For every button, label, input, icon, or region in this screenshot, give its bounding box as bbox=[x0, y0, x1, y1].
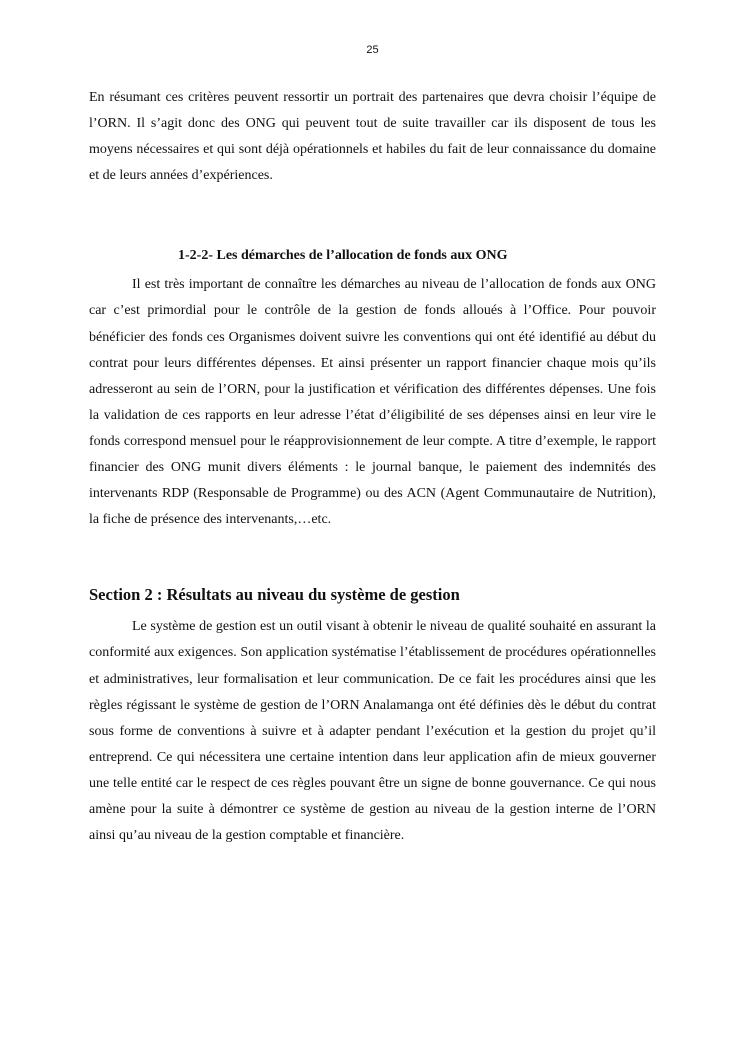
section-heading: Section 2 : Résultats au niveau du système de gestion bbox=[89, 585, 460, 605]
intro-paragraph: En résumant ces critères peuvent ressortir un portrait des partenaires que devra choisir l’équipe de l’ORN. Il s’agit donc des ONG qui peuvent tout de suite travailler car ils disposent de tous les moyens nécessaires et qui sont déjà opérationnels et habiles du fait de leur connaissance du domaine et de leurs années d’expériences. bbox=[89, 90, 656, 184]
document-body bbox=[89, 85, 656, 849]
section-paragraph: Le système de gestion est un outil visant à obtenir le niveau de qualité souhaité en assurant la conformité aux exigences. Son application systématise l’établissement de procédures opérationnelles et administratives, leur formalisation et leur communication. De ce fait les procédures ainsi que les règles régissant le système de gestion de l’ORN Analamanga ont été définies dès le début du contrat sous forme de conventions à suivre et à adapter pendant l’exécution et la gestion du projet qu’il entreprend. Ce qui nécessitera une certaine intention dans leur application afin de mieux gouverner une telle entité car le respect de ces règles pouvant être un signe de bonne gouvernance. Ce qui nous amène pour la suite à démontrer ce système de gestion au niveau de la gestion interne de l’ORN ainsi qu’au niveau de la gestion comptable et financière. bbox=[89, 619, 656, 844]
subsection-paragraph: Il est très important de connaître les démarches au niveau de l’allocation de fonds aux ONG car c’est primordial pour le contrôle de la gestion de fonds alloués à l’Office. Pour pouvoir bénéficier des fonds ces Organismes doivent suivre les conventions qui ont été identifié au début du contrat pour leurs différentes dépenses. Et ainsi présenter un rapport financier chaque mois qu’ils adresseront au sein de l’ORN, pour la justification et vérification des différentes dépenses. Une fois la validation de ces rapports en leur adresse l’état d’éligibilité de ses dépenses ainsi en leur vire le fonds correspond mensuel pour le réapprovisionnement de leur compte. A titre d’exemple, le rapport financier des ONG munit divers éléments : le journal banque, le paiement des indemnités des intervenants RDP (Responsable de Programme) ou des ACN (Agent Communautaire de Nutrition), la fiche de présence des intervenants,…etc. bbox=[89, 277, 656, 528]
subsection-heading: 1-2-2- Les démarches de l’allocation de fonds aux ONG bbox=[178, 248, 508, 264]
page-number: 25 bbox=[366, 44, 379, 56]
